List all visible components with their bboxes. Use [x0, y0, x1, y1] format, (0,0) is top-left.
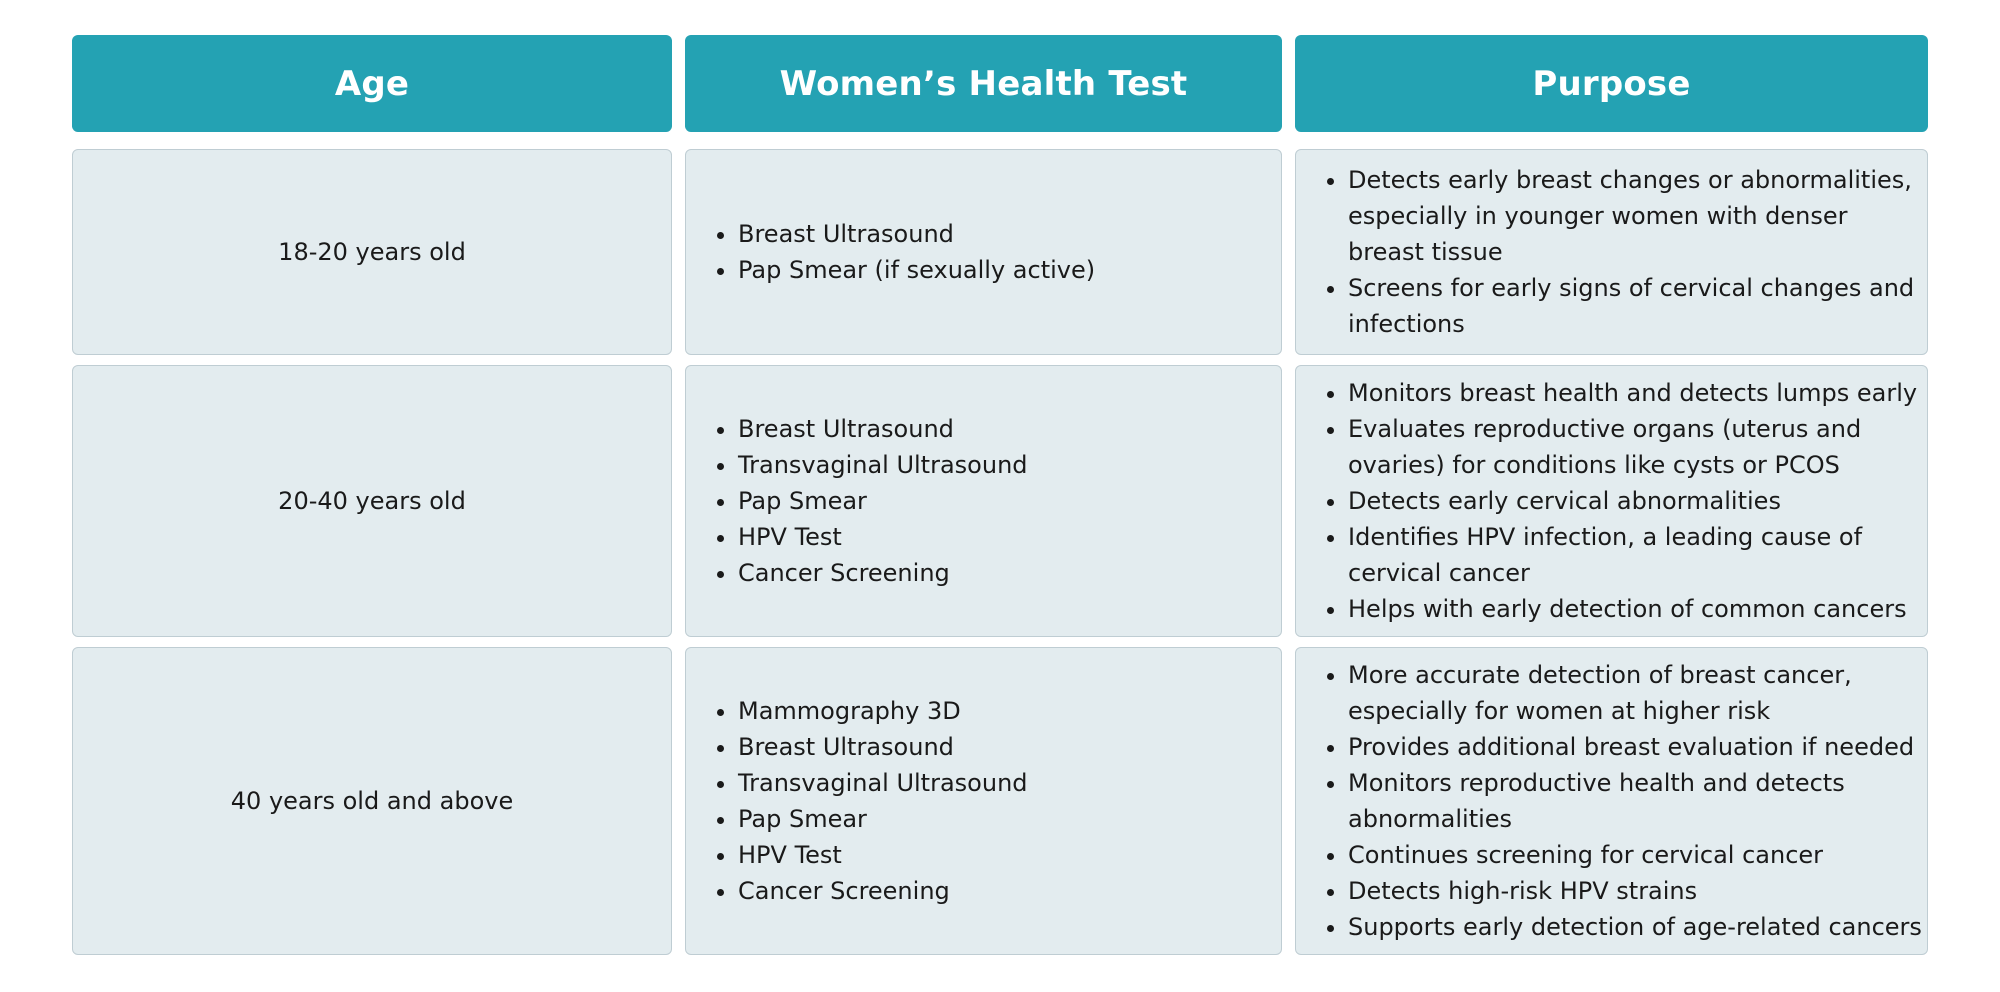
tests-cell-2: [685, 365, 1282, 637]
purpose-list: [1296, 375, 1927, 627]
purpose-item: • More accurate detection of breast cancer, especially for women at higher risk: [1348, 657, 1923, 729]
test-item: • Transvaginal Ultrasound: [738, 765, 1028, 801]
age-label: 20-40 years old: [278, 487, 466, 515]
purpose-item: • Supports early detection of age-related cancers: [1348, 909, 1923, 945]
test-item: • Pap Smear: [738, 801, 1028, 837]
test-item: • Breast Ultrasound: [738, 411, 1028, 447]
test-item: • Cancer Screening: [738, 555, 1028, 591]
tests-list: [686, 216, 1103, 288]
header-age: Age: [72, 35, 672, 132]
purpose-list: [1296, 162, 1927, 342]
purpose-item: • Monitors breast health and detects lumps early: [1348, 375, 1923, 411]
age-cell-3: [72, 647, 672, 955]
test-item: • Breast Ultrasound: [738, 729, 1028, 765]
tests-cell-1: [685, 149, 1282, 355]
purpose-item: • Provides additional breast evaluation if needed: [1348, 729, 1923, 765]
purpose-cell-1: [1295, 149, 1928, 355]
purpose-item: • Helps with early detection of common cancers: [1348, 591, 1923, 627]
age-cell-2: [72, 365, 672, 637]
test-item: • HPV Test: [738, 837, 1028, 873]
age-label: 40 years old and above: [230, 787, 514, 815]
age-cell-1: [72, 149, 672, 355]
test-item: • Breast Ultrasound: [738, 216, 1095, 252]
test-item: • Transvaginal Ultrasound: [738, 447, 1028, 483]
test-item: • Pap Smear (if sexually active): [738, 252, 1095, 288]
purpose-list: [1296, 657, 1927, 945]
purpose-item: • Detects high-risk HPV strains: [1348, 873, 1923, 909]
health-test-table: [72, 35, 1928, 955]
purpose-item: • Detects early breast changes or abnormalities, especially in younger women with denser breast tissue: [1348, 162, 1923, 270]
tests-cell-3: [685, 647, 1282, 955]
purpose-item: • Monitors reproductive health and detects abnormalities: [1348, 765, 1923, 837]
age-label: 18-20 years old: [278, 238, 466, 266]
header-test: Women’s Health Test: [685, 35, 1282, 132]
test-item: • HPV Test: [738, 519, 1028, 555]
test-item: • Mammography 3D: [738, 693, 1028, 729]
purpose-item: • Identifies HPV infection, a leading cause of cervical cancer: [1348, 519, 1923, 591]
test-item: • Pap Smear: [738, 483, 1028, 519]
purpose-cell-3: [1295, 647, 1928, 955]
purpose-item: • Evaluates reproductive organs (uterus and ovaries) for conditions like cysts or PCOS: [1348, 411, 1923, 483]
purpose-item: • Continues screening for cervical cancer: [1348, 837, 1923, 873]
purpose-item: • Detects early cervical abnormalities: [1348, 483, 1923, 519]
purpose-cell-2: [1295, 365, 1928, 637]
tests-list: [686, 411, 1036, 591]
test-item: • Cancer Screening: [738, 873, 1028, 909]
tests-list: [686, 693, 1036, 909]
purpose-item: • Screens for early signs of cervical changes and infections: [1348, 270, 1923, 342]
header-purpose: Purpose: [1295, 35, 1928, 132]
